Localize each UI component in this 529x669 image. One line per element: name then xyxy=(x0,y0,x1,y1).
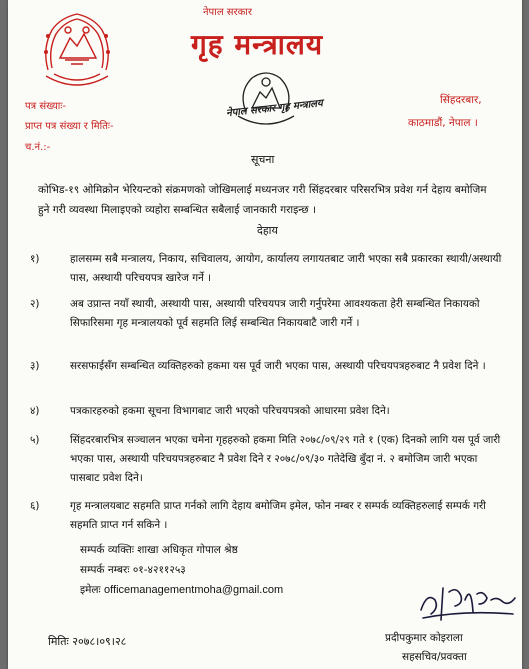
contact-phone-row xyxy=(80,563,186,577)
item-number: ५) xyxy=(30,434,40,446)
dispatch-number-label: च.नं.:- xyxy=(25,142,51,153)
contact-phone-label: सम्पर्क नम्बरः xyxy=(80,564,130,576)
nepal-emblem-icon xyxy=(38,8,116,88)
list-item xyxy=(30,295,510,353)
contact-person: शाखा अधिकृत गोपाल श्रेष्ठ xyxy=(137,544,238,556)
signature-icon xyxy=(413,570,523,632)
item-number: २) xyxy=(30,298,40,310)
issue-date: २०७८।०९।२८ xyxy=(72,635,127,648)
signatory-name: प्रदीपकुमार कोइराला xyxy=(385,632,463,644)
list-item xyxy=(30,497,510,537)
date-label: मितिः xyxy=(48,635,69,648)
notice-title: सूचना xyxy=(251,153,275,166)
date-row xyxy=(48,634,126,649)
list-item xyxy=(30,357,510,397)
contact-person-row xyxy=(80,543,238,557)
address-line-2: काठमाडौं, नेपाल । xyxy=(408,117,478,129)
contact-email[interactable]: officemanagementmoha@gmail.com xyxy=(104,584,284,596)
item-number: ४) xyxy=(30,405,40,417)
item-number: १) xyxy=(30,253,40,265)
ministry-title: गृह मन्त्रालय xyxy=(191,28,324,61)
dehay-heading: देहाय xyxy=(257,224,278,237)
signatory-role: सहसचिव/प्रवक्ता xyxy=(402,651,467,663)
intro-paragraph: कोभिड-१९ ओमिक्रोन भेरियन्टको संक्रमणको जोखिमलाई मध्यनजर गरी सिंहदरबार परिसरभित्र प्रवेश गर्न देहाय बमोजिम हुने गरी व्यवस्था मिलाइएको व्यहोरा सम्बन्धित सबैलाई जानकारी गराइन्छ । xyxy=(38,184,487,216)
government-label: नेपाल सरकार xyxy=(203,7,252,18)
item-number: ३) xyxy=(30,360,40,372)
list-item xyxy=(30,431,510,489)
item-text: सिंहदरबारभित्र सञ्चालन भएका चमेना गृहहरुको हकमा मिति २०७८/०९/२९ गते १ (एक) दिनको लागि यस पूर्व जारी भएका पास, अस्थायी परिचयपत्रहरुबाट नै प्रवेश दिने र २०७८/०९/३० गतेदेखि बुँदा नं. २ बमोजिम जारी भएका पासबाट प्रवेश दिने। xyxy=(70,434,501,484)
item-text: सरसफाईसँग सम्बन्धित व्यक्तिहरुको हकमा यस पूर्व जारी भएका पास, अस्थायी परिचयपत्रहरुबाट नै प्रवेश दिने । xyxy=(70,360,486,372)
list-item xyxy=(30,250,510,290)
list-item xyxy=(30,402,510,422)
contact-person-label: सम्पर्क व्यक्तिः xyxy=(80,544,134,556)
item-text: अब उप्रान्त नयाँ स्थायी, अस्थायी पास, अस्थायी परिचयपत्र जारी गर्नुपरेमा आवश्यकता हेरी सम्बन्धित निकायको सिफारिसमा गृह मन्त्रालयको पूर्व सहमति लिई सम्बन्धित निकायबाटै जारी गर्ने । xyxy=(70,298,480,329)
item-text: पत्रकारहरुको हकमा सूचना विभागबाट जारी भएको परिचयपत्रको आधारमा प्रवेश दिने। xyxy=(70,405,390,417)
item-text: हालसम्म सबै मन्त्रालय, निकाय, सचिवालय, आयोग, कार्यालय लगायतबाट जारी भएका सबै प्रकारका स्थायी/अस्थायी पास, अस्थायी परिचयपत्र खारेज गर्ने । xyxy=(70,253,502,284)
item-number: ६) xyxy=(30,500,40,512)
address-line-1: सिंहदरबार, xyxy=(440,94,482,106)
notice-document xyxy=(8,0,522,669)
received-letter-label: प्राप्त पत्र संख्या र मितिः- xyxy=(25,121,114,132)
item-text: गृह मन्त्रालयबाट सहमति प्राप्त गर्नको लागि देहाय बमोजिम इमेल, फोन नम्बर र सम्पर्क व्यक्तिहरुलाई सम्पर्क गरी सहमति प्राप्त गर्न सकिने । xyxy=(70,500,486,531)
contact-phone: ०१-४२११२५३ xyxy=(132,564,186,576)
letter-number-label: पत्र संख्याः- xyxy=(25,101,67,112)
seal-text: नेपाल सरकार गृह मन्त्रालय xyxy=(225,98,324,120)
contact-email-label: इमेलः xyxy=(80,584,101,596)
contact-email-row xyxy=(80,583,283,597)
